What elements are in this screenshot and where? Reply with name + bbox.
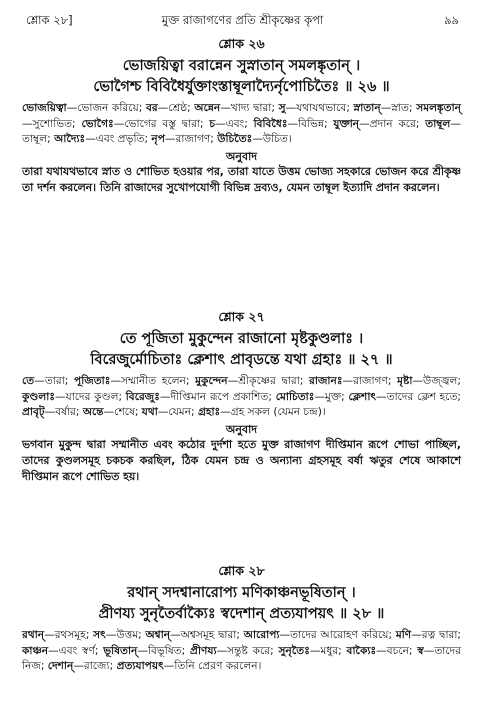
- synonym-meaning: —শ্রেষ্ঠ;: [157, 102, 195, 114]
- synonym-term: যুক্তান্: [333, 117, 360, 130]
- synonym-term: প্রত্যযাপয়ৎ: [116, 660, 164, 672]
- verse-line: বিরেজুর্মোচিতাঃ ক্লেশাৎ প্রাবৃডন্তে যথা গ্রহাঃ ॥ ২৭ ॥: [90, 352, 393, 368]
- synonym-term: রথান্: [22, 629, 45, 641]
- verse-26: [22, 36, 461, 196]
- synonym-term: তে: [22, 375, 35, 387]
- synonym-term: মৃষ্টা: [397, 375, 413, 387]
- synonym-term: প্রীণয্য: [190, 644, 217, 657]
- verse-text: [22, 583, 461, 625]
- synonym-term: মণি: [395, 629, 412, 641]
- verse-heading: শ্লোক ২৬: [218, 36, 265, 51]
- verse-text: [22, 56, 461, 98]
- synonym-meaning: —তাদের ক্লেশ হতে;: [376, 390, 461, 403]
- synonym-term: স্ব: [417, 644, 424, 657]
- synonym-meaning: —এবং;: [215, 117, 254, 130]
- synonym-meaning: —তিনি প্রেরণ করলেন।: [163, 660, 262, 672]
- verse-28: [22, 563, 461, 675]
- synonym-meaning: —স্নাত;: [380, 102, 417, 114]
- synonym-meaning: —ভোজন করিয়ে;: [66, 102, 146, 114]
- synonym-term: অশ্বান্: [145, 629, 171, 641]
- synonym-term: দেশান্: [47, 660, 74, 672]
- header-verse-ref: শ্লোক ২৮]: [26, 13, 73, 27]
- synonym-meaning: —অশ্বসমূহ দ্বারা;: [170, 629, 244, 641]
- verse-line: প্রীণয্য সুনৃতৈর্বাক্যৈঃ স্বদেশান্ প্রত্যযাপয়ৎ ॥ ২৮ ॥: [98, 606, 385, 622]
- translation-heading: অনুবাদ: [225, 149, 258, 163]
- synonym-term: অন্তে: [82, 406, 104, 418]
- synonym-meaning: —রাজাগণ;: [164, 133, 218, 145]
- synonym-term: অন্নেন: [194, 102, 221, 114]
- verse-heading: শ্লোক ২৮: [218, 563, 265, 578]
- synonym-meaning: —সম্মানীত হলেন;: [110, 375, 196, 387]
- synonym-meaning: —বচনে;: [376, 644, 418, 657]
- translation-heading: অনুবাদ: [225, 422, 258, 436]
- synonym-term: ভূষিতান্: [103, 644, 138, 657]
- verse-line: তে পূজিতা মুকুন্দেন রাজানো মৃষ্টকুণ্ডলাঃ ।: [119, 331, 364, 347]
- synonym-term: সুনৃতৈঃ: [278, 644, 310, 657]
- synonym-meaning: —যেমন;: [157, 406, 198, 418]
- synonym-term: কাঞ্চন: [22, 644, 49, 657]
- synonym-meaning: —তাদের নিজ;: [22, 644, 462, 672]
- synonym-term: কুণ্ডলাঃ: [22, 390, 56, 403]
- synonym-meaning: —বিভিন্ন;: [287, 117, 334, 130]
- synonym-meaning: —দীপ্তিমান রূপে প্রকাশিত;: [159, 390, 276, 403]
- synonym-meaning: —সুশোভিত;: [22, 117, 82, 130]
- synonym-term: যথা: [141, 406, 158, 418]
- synonyms: [22, 374, 461, 421]
- verse-line: রথান্ সদশ্বানারোপ্য মণিকাঞ্চনভূষিতান্ ।: [127, 585, 356, 601]
- running-header: [26, 12, 459, 28]
- synonym-meaning: —রথসমূহ;: [44, 629, 94, 641]
- synonym-meaning: —তারা;: [34, 375, 75, 387]
- synonym-term: বিবিধৈঃ: [253, 117, 288, 130]
- synonym-meaning: —সন্তুষ্ট করে;: [216, 644, 279, 657]
- synonym-meaning: —এবং প্রভৃতি;: [85, 133, 152, 145]
- synonym-meaning: —উত্তম;: [105, 629, 146, 641]
- synonym-term: বর: [145, 102, 158, 114]
- translation: ভগবান মুকুন্দ দ্বারা সম্মানীত এবং কঠোর দুর্দশা হতে মুক্ত রাজাগণ দীপ্তিমান রূপে শোভা পাচ্ছিল, তাদের কুণ্ডলসমূহ চকচক করছিল, ঠিক যেমন চন্দ্র ও অন্যান্য গ্রহসমূহ বর্ষা ঋতুর শেষে আকাশে দীপ্তিমান রূপে শোভিত হয়।: [22, 437, 461, 483]
- synonym-meaning: —উচিত।: [252, 133, 292, 145]
- synonym-meaning: —রাজ্যে;: [73, 660, 117, 672]
- synonym-term: বাক্যৈঃ: [346, 644, 377, 657]
- synonym-term: আরোপ্য: [243, 629, 280, 641]
- synonym-term: সু: [278, 102, 286, 114]
- verse-27: [22, 309, 461, 485]
- synonym-term: গ্রহাঃ: [197, 406, 221, 418]
- synonym-term: বিরেজুঃ: [125, 390, 160, 403]
- synonym-term: ভোগৈঃ: [81, 117, 114, 130]
- synonym-term: চ: [209, 117, 216, 130]
- synonym-term: নৃপ: [151, 133, 165, 145]
- synonym-term: পূজিতাঃ: [74, 375, 111, 387]
- synonym-term: উচিতৈঃ: [217, 133, 253, 145]
- synonym-meaning: —মধুর;: [309, 644, 347, 657]
- synonym-meaning: —প্রদান করে;: [359, 117, 426, 130]
- synonyms: [22, 101, 461, 148]
- header-chapter-title: মুক্ত রাজাগণের প্রতি শ্রীকৃষ্ণের কৃপা: [161, 13, 324, 27]
- verse-line: ভোগৈশ্চ বিবিধৈর্যুক্তাংস্তাম্বূলাদ্যৈর্নৃপোচিতৈঃ ॥ ২৬ ॥: [93, 79, 390, 95]
- synonym-term: প্রাবৃট্: [22, 406, 45, 418]
- synonym-meaning: —রত্ন দ্বারা;: [411, 629, 461, 641]
- synonym-meaning: —বিভূষিত;: [137, 644, 191, 657]
- synonym-term: আদ্যৈঃ: [54, 133, 86, 145]
- synonym-meaning: —বর্ষার;: [44, 406, 83, 418]
- synonym-meaning: —তাম্বূল;: [22, 117, 462, 145]
- synonym-meaning: —গ্রহ সকল (যেমন চন্দ্র)।: [220, 406, 326, 418]
- verse-text: [22, 329, 461, 371]
- synonym-meaning: —এবং স্বর্ণ;: [48, 644, 104, 657]
- synonym-term: সমলঙ্কৃতান্: [416, 102, 461, 114]
- synonym-term: তাম্বূল: [425, 117, 451, 130]
- synonym-term: মোচিতাঃ: [275, 390, 315, 403]
- synonym-meaning: —ভোগের বস্তু দ্বারা;: [113, 117, 210, 130]
- translation: তারা যথাযথভাবে স্নাত ও শোভিত হওয়ার পর, তারা যাতে উত্তম ভোজ্য সহকারে ভোজন করে শ্রীকৃষ্ণ তা দর্শন করলেন। তিনি রাজাদের সুখোপযোগী বিভিন্ন দ্রব্যও, যেমন তাম্বূল ইত্যাদি প্রদান করলেন।: [22, 164, 461, 194]
- synonym-term: রাজানঃ: [309, 375, 343, 387]
- synonym-meaning: —উজ্জ্বল;: [412, 375, 461, 387]
- page-number: ৯৯: [444, 13, 459, 27]
- synonym-meaning: —খাদ্য দ্বারা;: [220, 102, 279, 114]
- synonym-meaning: —শেষে;: [103, 406, 142, 418]
- synonym-term: ভোজয়িত্বা: [22, 102, 67, 114]
- synonym-meaning: —যথাযথভাবে;: [285, 102, 354, 114]
- synonyms: [22, 628, 461, 675]
- synonym-meaning: —যাদের কুণ্ডল;: [55, 390, 126, 403]
- synonym-meaning: —শ্রীকৃষ্ণের দ্বারা;: [227, 375, 310, 387]
- verse-line: ভোজয়িত্বা বরান্নেন সুস্নাতান্ সমলঙ্কৃতান্ ।: [122, 58, 361, 74]
- synonym-meaning: —মুক্ত;: [314, 390, 349, 403]
- synonym-meaning: —রাজাগণ;: [342, 375, 398, 387]
- synonym-term: সৎ: [93, 629, 106, 641]
- synonym-term: ক্লেশাৎ: [348, 390, 377, 403]
- synonym-term: স্নাতান্: [353, 102, 381, 114]
- synonym-term: মুকুন্দেন: [195, 375, 228, 387]
- verse-heading: শ্লোক ২৭: [218, 309, 265, 324]
- synonym-meaning: —তাদের আরোহণ করিয়ে;: [279, 629, 396, 641]
